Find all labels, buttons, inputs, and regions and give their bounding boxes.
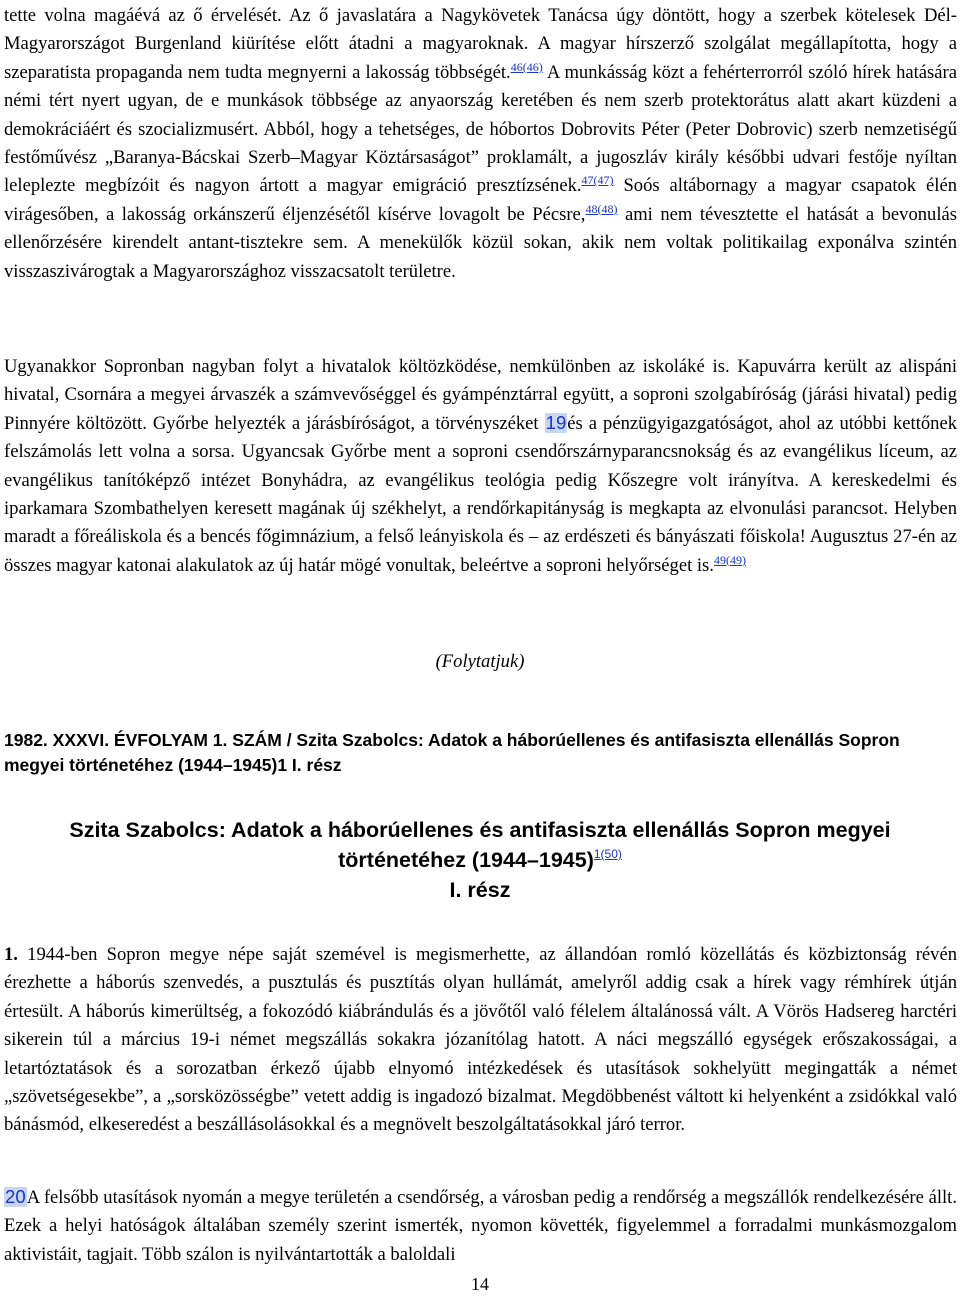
footnote-link[interactable]: 49(49) <box>713 552 746 567</box>
page-marker: 20 <box>5 1186 26 1207</box>
article-breadcrumb: 1982. XXXVI. ÉVFOLYAM 1. SZÁM / Szita Szabolcs: Adatok a háborúellenes és antifasiszta ellenállás Sopron megyei történetéhez (1944–1945)1 I. rész <box>4 730 900 775</box>
page-number: 14 <box>471 1274 489 1294</box>
page-marker: 19 <box>545 411 567 433</box>
continued-note: (Folytatjuk) <box>435 651 525 672</box>
paragraph-text: A felsőbb utasítások nyomán a megye területén a csendőrség, a városban pedig a rendőrség a megszállók rendelkezésére állt. Ezek a helyi hatóságok általában személy szerint ismerték, nyomon követték, figyelemmel a forradalmi munkásmozgalom aktivistáit, tagjait. Több szálon is nyilvántartották a baloldali <box>4 1187 957 1265</box>
heading-line <box>0 845 960 875</box>
section-number: 1. <box>4 944 18 965</box>
paragraph-text: ami nem tévesztette el hatását a bevonulás ellenőrzésére kirendelt antant-tisztekre sem. A menekülők közül sokan, akik nem voltak politikailag exponálva szintén visszaszivárogtak a Magyarországhoz visszacsatolt területre. <box>4 203 957 282</box>
paragraph-text: Ugyanakkor Sopronban nagyban folyt a hivatalok költözködése, nemkülönben az iskoláké is. Kapuvárra került az alispáni hivatal, Csornára a megyei árvaszék a számvevőséggel és gyámpénztárral együtt, a soproni szolgabíróság (járási hivatal) pedig Pinnyére költözött. Győrbe helyezték a járásbíróságot, a törvényszéket <box>4 356 957 434</box>
heading-line: I. rész <box>449 878 511 902</box>
heading-line: Szita Szabolcs: Adatok a háborúellenes és antifasiszta ellenállás Sopron megyei <box>69 818 891 842</box>
footnote-link[interactable]: 48(48) <box>585 201 618 216</box>
paragraph-1 <box>4 2 957 286</box>
paragraph-2 <box>4 353 957 580</box>
paragraph-text: A munkásság közt a fehérterrorról szóló hírek hatására némi tért nyert ugyan, de e munkások többsége az anyaország keretében és nem szerb protektorátus alatt akart küzdeni a demokráciáért és szocializmusért. Abból, hogy a tehetséges, de hóbortos Dobrovits Péter (Peter Dobrovic) szerb nemzetiségű festőművész „Baranya-Bácskai Szerb–Magyar Köztársaságot” proklamált, a jugoszláv király későbbi udvari festője nyíltan leleplezte megbízóit és nagyon ártott a magyar emigráció presztízsének. <box>4 61 957 197</box>
footnote-link[interactable]: 47(47) <box>581 173 614 188</box>
heading-text: történetéhez (1944–1945) <box>338 848 594 872</box>
paragraph-text: 1944-ben Sopron megye népe saját szemével is megismerhette, az állandóan romló közellátás és közbiztonság révén érezhette a háborús szenvedés, a pusztulás és pusztítás olyan hullámát, amelyről addig csak a hírek vagy rémhírek útján értesült. A háborús kimerültség, a fokozódó kiábrándulás és a jövőtől való félelem általánossá vált. A Vörös Hadsereg harctéri sikerein túl a március 19-i német megszállás sokakra józanítólag hatott. A náci megszálló egységek erőszakosságai, a letartóztatások és a sorozatban érkező újabb elnyomó intézkedések és utasítások sokhelyütt megingatták a német „szövetségesekbe”, a „sorsközösségbe” vetett addig is ingadozó bizalmat. Megdöbbenést váltott ki helyenként a zsidókkal való bánásmód, elkeseredést a beszállásolásokkal és a megnövelt beszolgáltatásokkal járó terror. <box>4 944 957 1136</box>
footnote-link[interactable]: 1(50) <box>593 847 622 861</box>
article-heading <box>0 815 960 905</box>
paragraph-text: és a pénzügyigazgatóságot, ahol az utóbbi kettőnek felszámolás lett volna a sorsa. Ugyancsak Győrbe ment a soproni csendőrszárnyparancsnokság és az evangélikus líceum, az evangélikus tanítóképző intézet Bonyhádra, az evangélikus teológia pedig Kőszegre volt irányítva. A kereskedelmi és iparkamara Szombathelyen keresett magának új székhelyt, a rendőrkapitányság is megkapta az elvonulási parancsot. Helyben maradt a főreáliskola és a bencés főgimnázium, a felső leányiskola és – az erdészeti és bányászati főiskola! Augusztus 27-én az összes magyar katonai alakulatok az új határ mögé vonultak, beleértve a soproni helyőrséget is. <box>4 412 958 576</box>
paragraph-text: tette volna magáévá az ő érvelését. Az ő javaslatára a Nagykövetek Tanácsa úgy döntött, hogy a szerbek kötelesek Dél-Magyarországot Burgenland kiürítése előtt átadni a magyaroknak. A magyar hírszerző szolgálat megállapította, hogy a szeparatista propaganda nem tudta megnyerni a lakosság többségét. <box>4 5 957 83</box>
paragraph-4 <box>4 1184 957 1269</box>
paragraph-3 <box>4 941 957 1140</box>
paragraph-text: Soós altábornagy a magyar csapatok élén virágesőben, a lakosság orkánszerű éljenzésétől kísérve lovagolt be Pécsre, <box>4 175 957 225</box>
footnote-link[interactable]: 46(46) <box>510 59 543 74</box>
